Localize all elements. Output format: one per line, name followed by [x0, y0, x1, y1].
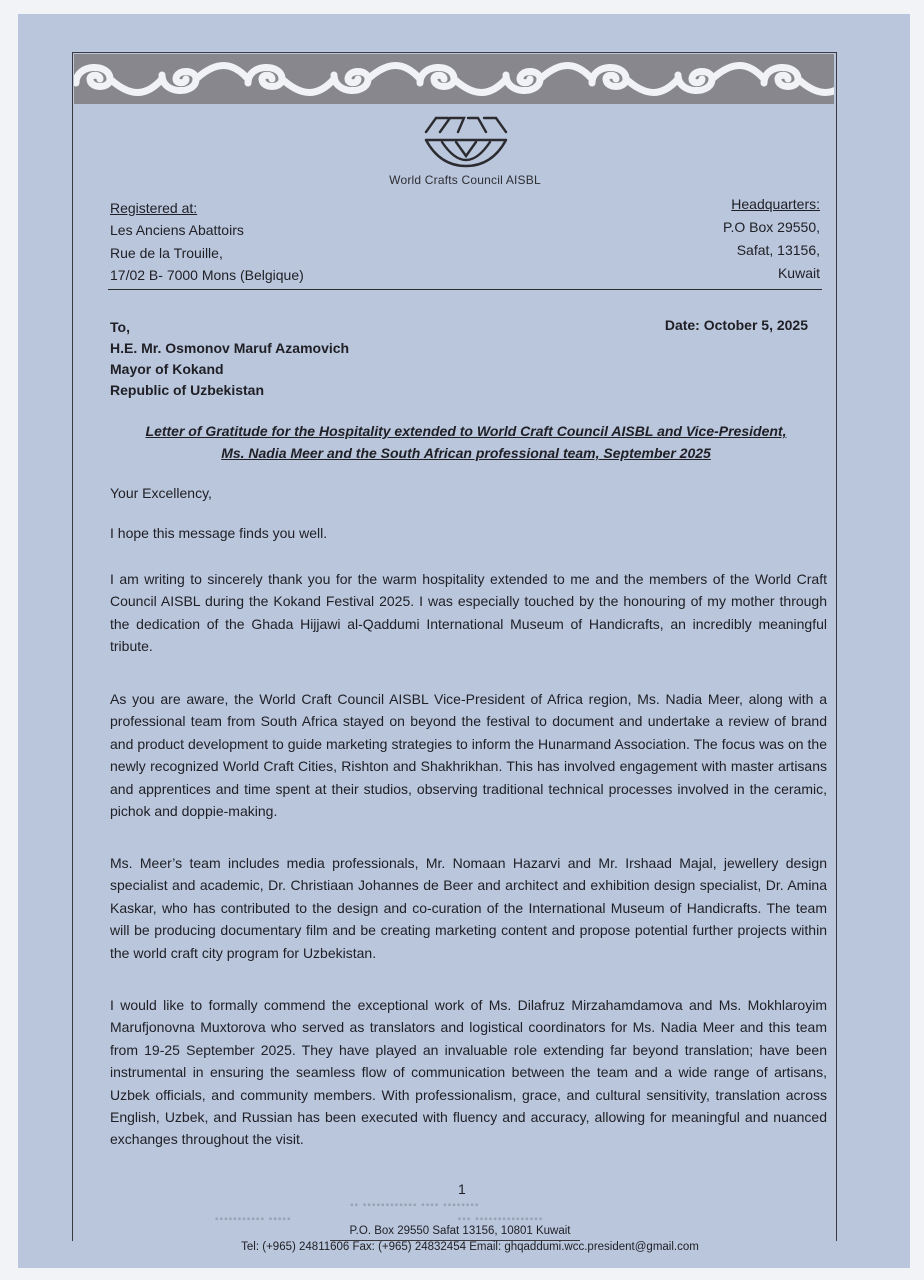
paragraph-2-text: As you are aware, the World Craft Council AISBL Vice-President of Africa region, Ms. Nadia Meer, along with a professional team from South Africa stayed on beyond the festival to document and undertake a review of brand and product development to guide marketing strategies to inform the Hunarmand Association. The focus was on the newly recognized World Craft Cities, Rishton and Shakhrikhan. This has involved engagement with master artisans and apprentices and time spent at their studios, observing traditional technical processes involved in the ceramic, pichok and doppie-making.: [110, 691, 827, 820]
registered-line-1: Les Anciens Abattoirs: [110, 222, 244, 238]
headquarters-heading: Headquarters:: [731, 196, 820, 212]
registered-heading: Registered at:: [110, 200, 198, 216]
footer-faint-text: ▪▪ ▪▪▪▪▪▪▪▪▪▪▪▪ ▪▪▪▪ ▪▪▪▪▪▪▪▪: [350, 1200, 480, 1211]
paragraph-2: [110, 688, 827, 822]
headquarters-line-1: P.O Box 29550,: [722, 219, 820, 235]
recipient-title: Mayor of Kokand: [110, 361, 224, 377]
page-number: 1: [458, 1181, 466, 1197]
paragraph-1-text: I am writing to sincerely thank you for the warm hospitality extended to me and the members of the World Craft Council AISBL during the Kokand Festival 2025. I was especially touched by the honouring of my mother through the dedication of the Ghada Hijjawi al-Qaddumi International Museum of Handicrafts, an incredibly meaningful tribute.: [110, 571, 827, 655]
paragraph-3: [110, 852, 827, 964]
paragraph-3-text: Ms. Meer’s team includes media professionals, Mr. Nomaan Hazarvi and Mr. Irshaad Majal, jewellery design specialist and academic, Dr. Christiaan Johannes de Beer and architect and exhibition design specialist, Dr. Amina Kaskar, who has contributed to the design and co-curation of the International Museum of Handicrafts. The team will be producing documentary film and be creating marketing content and propose potential further projects within the world craft city program for Uzbekistan.: [110, 855, 827, 961]
paragraph-4-text: I would like to formally commend the exceptional work of Ms. Dilafruz Mirzahamdamova and Ms. Mokhlaroyim Marufjonovna Muxtorova who served as translators and logistical coordinators for Ms. Nadia Meer and this team from 19-25 September 2025. They have played an invaluable role extending far beyond translation; have been instrumental in ensuring the seamless flow of communication between the team and a wide range of artisans, Uzbek officials, and community members. With professionalism, grace, and cultural sensitivity, translation across English, Uzbek, and Russian has been executed with fluency and accuracy, allowing for meaningful and nuanced exchanges throughout the visit.: [110, 997, 827, 1148]
headquarters-line-3: Kuwait: [777, 265, 820, 281]
footer-faint-text-2: ▪▪▪▪▪▪▪▪▪▪▪ ▪▪▪▪▪ ▪▪▪ ▪▪▪▪▪▪▪▪▪▪▪▪▪▪▪: [215, 1214, 544, 1225]
paragraph-4: [110, 994, 827, 1151]
registered-line-3: 17/02 B- 7000 Mons (Belgique): [110, 267, 304, 283]
footer-address: P.O. Box 29550 Safat 13156, 10801 Kuwait: [349, 1225, 571, 1237]
subject-line-1: Letter of Gratitude for the Hospitality extended to World Craft Council AISBL and Vice-President,: [145, 423, 787, 439]
letter-subject: [110, 420, 822, 464]
recipient-to: To,: [110, 319, 130, 335]
registered-line-2: Rue de la Trouille,: [110, 245, 223, 261]
headquarters-line-2: Safat, 13156,: [736, 242, 820, 258]
subject-line-2: Ms. Nadia Meer and the South African professional team, September 2025: [221, 445, 711, 461]
greeting: I hope this message finds you well.: [110, 525, 328, 541]
salutation: Your Excellency,: [110, 485, 212, 501]
footer-contact: Tel: (+965) 24811606 Fax: (+965) 24832454 Email: ghqaddumi.wcc.president@gmail.com: [241, 1241, 699, 1253]
recipient-country: Republic of Uzbekistan: [110, 382, 265, 398]
letter-date: Date: October 5, 2025: [664, 317, 808, 333]
recipient-name: H.E. Mr. Osmonov Maruf Azamovich: [110, 340, 350, 356]
header-divider: [108, 289, 822, 290]
wcc-logo-icon: [420, 112, 512, 170]
paragraph-1: [110, 568, 827, 658]
organization-name: World Crafts Council AISBL: [389, 173, 541, 187]
